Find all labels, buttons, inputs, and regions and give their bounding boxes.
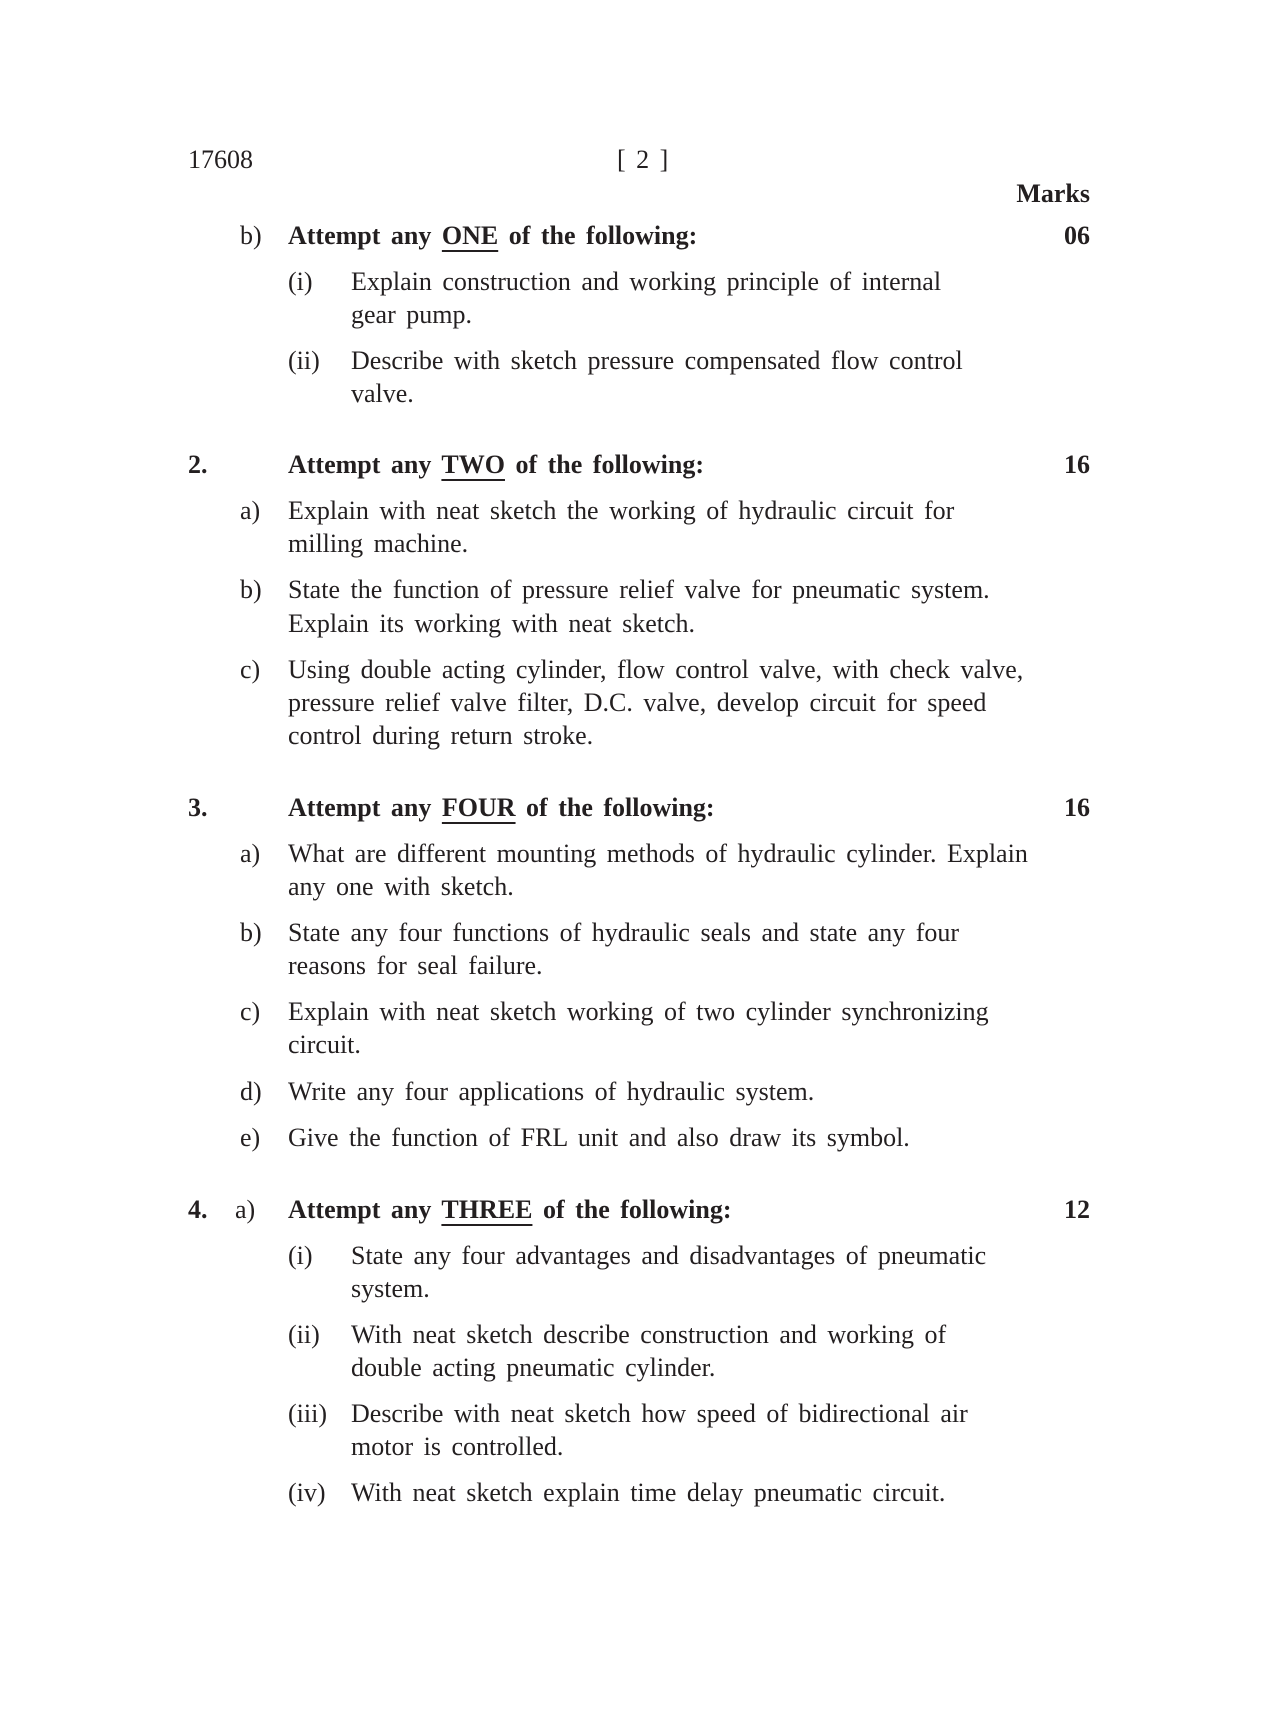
- item-text: Write any four applications of hydraulic system.: [288, 1077, 815, 1106]
- item-text: Explain with neat sketch the working of hydraulic circuit for: [288, 496, 955, 525]
- question-number: 2.: [188, 450, 208, 479]
- item-text: With neat sketch describe construction and working of: [351, 1320, 947, 1349]
- paper-code: 17608: [188, 145, 253, 174]
- question-number: 4.: [188, 1195, 208, 1224]
- heading-text: of the following:: [515, 450, 705, 479]
- heading-key-word: ONE: [441, 221, 499, 250]
- marks-value: 06: [1064, 221, 1090, 250]
- item-text: pressure relief valve filter, D.C. valve, develop circuit for speed: [288, 688, 987, 717]
- heading-text: Attempt any: [288, 793, 432, 822]
- marks-value: 16: [1064, 793, 1090, 822]
- item-text: system.: [351, 1274, 430, 1303]
- item-text: any one with sketch.: [288, 872, 514, 901]
- item-text: Give the function of FRL unit and also draw its symbol.: [288, 1123, 910, 1152]
- heading-text: Attempt any: [288, 1195, 432, 1224]
- item-text: With neat sketch explain time delay pneumatic circuit.: [351, 1478, 946, 1507]
- heading-text: Attempt any: [288, 450, 432, 479]
- item-label: b): [240, 575, 262, 604]
- sub-question-label: a): [235, 1195, 256, 1224]
- item-text: valve.: [351, 379, 414, 408]
- page-number: [ 2 ]: [617, 145, 669, 174]
- item-text: reasons for seal failure.: [288, 951, 543, 980]
- item-label: d): [240, 1077, 262, 1106]
- item-text: State any four functions of hydraulic seals and state any four: [288, 918, 960, 947]
- item-text: Explain its working with neat sketch.: [288, 609, 696, 638]
- heading-key-word: FOUR: [441, 793, 516, 822]
- heading-text: Attempt any: [288, 221, 432, 250]
- section-heading: [288, 448, 704, 481]
- item-text: control during return stroke.: [288, 721, 594, 750]
- section-heading: [288, 1193, 731, 1226]
- item-text: double acting pneumatic cylinder.: [351, 1353, 716, 1382]
- heading-key-word: THREE: [441, 1195, 533, 1224]
- question-number: 3.: [188, 793, 208, 822]
- heading-text: of the following:: [526, 793, 715, 822]
- item-text: Explain with neat sketch working of two cylinder synchronizing: [288, 997, 989, 1026]
- item-label: (ii): [288, 346, 320, 375]
- item-label: (iii): [288, 1399, 327, 1428]
- heading-key-word: TWO: [441, 450, 505, 479]
- item-text: State any four advantages and disadvantages of pneumatic: [351, 1241, 987, 1270]
- item-label: a): [240, 839, 261, 868]
- item-text: gear pump.: [351, 300, 472, 329]
- marks-column-label: Marks: [1016, 179, 1090, 208]
- item-label: (iv): [288, 1478, 326, 1507]
- marks-value: 12: [1064, 1195, 1090, 1224]
- item-label: a): [240, 496, 261, 525]
- item-label: e): [240, 1123, 261, 1152]
- item-text: What are different mounting methods of hydraulic cylinder. Explain: [288, 839, 1028, 868]
- item-text: milling machine.: [288, 529, 469, 558]
- item-text: Using double acting cylinder, flow control valve, with check valve,: [288, 655, 1024, 684]
- item-text: Explain construction and working principle of internal: [351, 267, 942, 296]
- item-label: b): [240, 918, 262, 947]
- heading-text: of the following:: [508, 221, 698, 250]
- marks-value: 16: [1064, 450, 1090, 479]
- item-label: c): [240, 655, 261, 684]
- item-text: circuit.: [288, 1030, 361, 1059]
- item-text: Describe with neat sketch how speed of bidirectional air: [351, 1399, 968, 1428]
- item-text: Describe with sketch pressure compensated flow control: [351, 346, 963, 375]
- item-label: (ii): [288, 1320, 320, 1349]
- item-text: motor is controlled.: [351, 1432, 564, 1461]
- item-label: c): [240, 997, 261, 1026]
- item-label: (i): [288, 267, 313, 296]
- sub-question-label: b): [240, 221, 262, 250]
- item-label: (i): [288, 1241, 313, 1270]
- section-heading: [288, 219, 697, 252]
- section-heading: [288, 791, 715, 824]
- heading-text: of the following:: [542, 1195, 732, 1224]
- item-text: State the function of pressure relief valve for pneumatic system.: [288, 575, 990, 604]
